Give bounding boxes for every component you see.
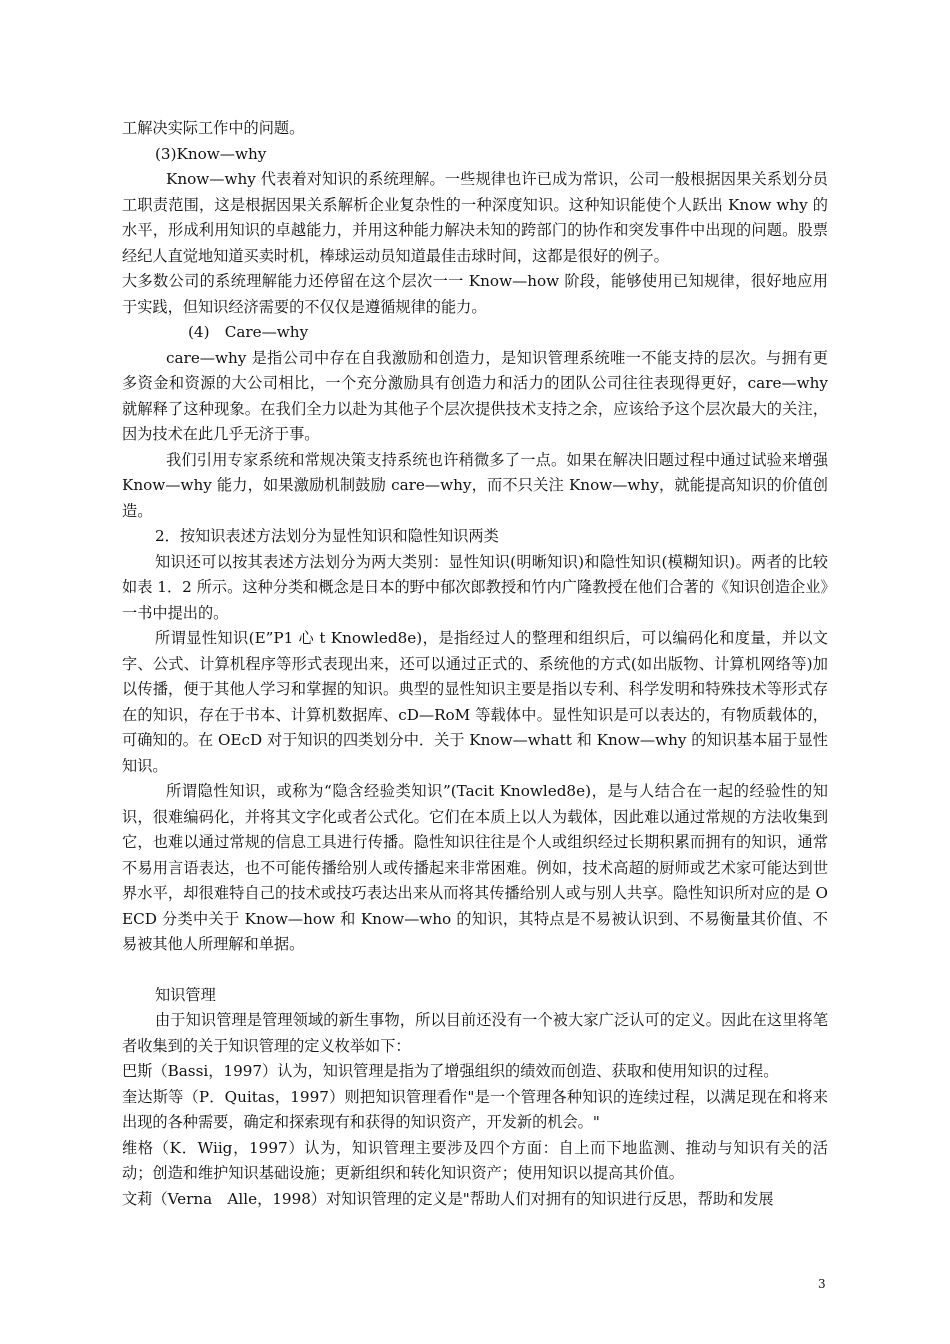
paragraph-knowledge-classification: 知识还可以按其表述方法划分为两大类别：显性知识(明晰知识)和隐性知识(模糊知识)。两者的比较如表 1．2 所示。这种分类和概念是日本的野中郁次郎教授和竹内广隆教授在他们合著的《知识创造企业》一书中提出的。 — [122, 552, 828, 622]
paragraph-know-why: Know—why 代表着对知识的系统理解。一些规律也许已成为常识，公司一般根据因果关系划分员工职责范围，这是根据因果关系解析企业复杂性的一种深度知识。这种知识能使个人跃出 Know why 的水平，形成利用知识的卓越能力，并用这种能力解决未知的跨部门的协作和突发事件中出现的问题。股票经纪人直觉地知道买卖时机，棒球运动员知道最佳击球时间，这都是很好的例子。 — [122, 170, 828, 265]
heading-know-why: (3)Know—why — [155, 144, 267, 163]
paragraph-tacit-knowledge: 所谓隐性知识，或称为“隐含经验类知识”(Tacit Knowled8e)，是与人结合在一起的经验性的知识，很难编码化，并将其文字化或者公式化。它们在本质上以人为载体，因此难以通过常规的方法收集到它，也难以通过常规的信息工具进行传播。隐性知识往往是个人或组织经过长期积累而拥有的知识，通常不易用言语表达，也不可能传播给别人或传播起来非常困难。例如，技术高超的厨师或艺术家可能达到世界水平，却很难特自己的技术或技巧表达出来从而将其传播给别人或与别人共享。隐性知识所对应的是 OECD 分类中关于 Know—how 和 Know—who 的知识，其特点是不易被认识到、不易衡量其价值、不易被其他人所理解和单据。 — [122, 782, 828, 953]
paragraph-system-understanding: 大多数公司的系统理解能力还停留在这个层次一一 Know—how 阶段，能够使用已知规律，很好地应用于实践，但知识经济需要的不仅仅是遵循规律的能力。 — [122, 272, 828, 316]
paragraph-km-intro: 由于知识管理是管理领域的新生事物，所以目前还没有一个被大家广泛认可的定义。因此在这里将笔者收集到的关于知识管理的定义枚举如下： — [122, 1011, 828, 1055]
heading-knowledge-management: 知识管理 — [155, 985, 216, 1004]
page-number: 3 — [818, 1277, 826, 1291]
paragraph-explicit-knowledge: 所谓显性知识(E”P1 心 t Knowled8e)，是指经过人的整理和组织后，可以编码化和度量，并以文字、公式、计算机程序等形式表现出来，还可以通过正式的、系统他的方式(如出版物、计算机网络等)加以传播，便于其他人学习和掌握的知识。典型的显性知识主要是指以专利、科学发明和特殊技术等形式存在的知识，存在于书本、计算机数据库、cD—RoM 等载体中。显性知识是可以表达的，有物质载体的，可确知的。在 OEcD 对于知识的四类划分中．关于 Know—whatt 和 Know—why 的知识基本届于显性知识。 — [122, 629, 828, 775]
paragraph-care-why: care—why 是指公司中存在自我激励和创造力，是知识管理系统唯一不能支持的层次。与拥有更多资金和资源的大公司相比，一个充分激励具有创造力和活力的团队公司往往表现得更好，care—why 就解释了这种现象。在我们全力以赴为其他子个层次提供技术支持之余，应该给予这个层次最大的关注，因为技术在此几乎无济于事。 — [122, 348, 828, 443]
paragraph-verna-alle: 文莉（Verna Alle，1998）对知识管理的定义是"帮助人们对拥有的知识进行反思，帮助和发展 — [122, 1189, 774, 1208]
section-gap — [122, 958, 828, 983]
paragraph-bassi: 巴斯（Bassi，1997）认为，知识管理是指为了增强组织的绩效而创造、获取和使用知识的过程。 — [122, 1062, 779, 1080]
paragraph-continuation: 工解决实际工作中的问题。 — [122, 119, 305, 137]
paragraph-quitas: 奎达斯等（P．Quitas，1997）则把知识管理看作"是一个管理各种知识的连续过程，以满足现在和将来出现的各种需要，确定和探索现有和获得的知识资产，开发新的机会。" — [122, 1087, 828, 1131]
paragraph-expert-systems: 我们引用专家系统和常规决策支持系统也许稍微多了一点。如果在解决旧题过程中通过试验来增强 Know—why 能力，如果激励机制鼓励 care—why，而不只关注 Know—why，就能提高知识的价值创造。 — [122, 450, 828, 520]
heading-care-why: (4) Care—why — [188, 323, 309, 341]
page-body — [122, 116, 828, 1212]
heading-explicit-tacit: 2．按知识表述方法划分为显性知识和隐性知识两类 — [155, 527, 499, 545]
paragraph-wiig: 维格（K．Wiig，1997）认为，知识管理主要涉及四个方面：自上而下地监测、推动与知识有关的活动；创造和维护知识基础设施；更新组织和转化知识资产；使用知识以提高其价值。 — [122, 1138, 828, 1182]
